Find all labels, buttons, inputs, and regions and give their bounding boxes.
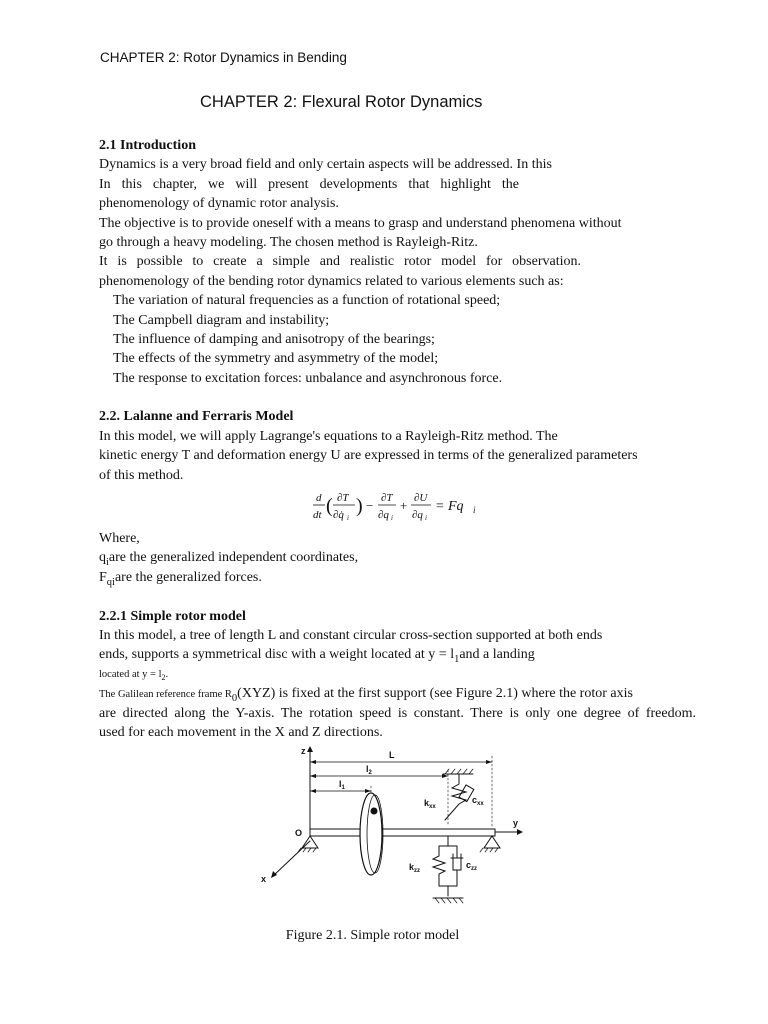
bullet-item bbox=[99, 369, 696, 388]
eq-dq2: ∂q bbox=[412, 509, 423, 522]
bullet-item bbox=[99, 330, 696, 349]
rotor-figure bbox=[99, 742, 696, 926]
definition-line: $q_iare$ the generalized independent coordinates, bbox=[99, 550, 359, 569]
eq-minus: − bbox=[366, 498, 374, 514]
label-z: z bbox=[301, 746, 306, 757]
eq-dT: ∂T bbox=[337, 492, 349, 505]
label-cxx: $c_{xx}$ bbox=[472, 795, 484, 808]
right-support bbox=[484, 836, 500, 848]
label-O: O bbox=[295, 828, 303, 839]
lagrange-equation bbox=[99, 485, 696, 529]
eq-dqdot: ∂q̇ bbox=[333, 509, 344, 522]
bullet-text: The response to excitation forces: unbalance and asynchronous force. bbox=[113, 370, 503, 386]
label-y: y bbox=[513, 818, 519, 829]
bullet-item bbox=[99, 291, 696, 310]
paragraph-line: go through a heavy modeling. The chosen method is Rayleigh-Ritz. bbox=[99, 234, 478, 250]
section-heading-simple-rotor: 2.2.1 Simple rotor model bbox=[99, 608, 246, 624]
paragraph-line: are directed along the Y-axis. The rotation speed is constant. There is only one degree of freedom. bbox=[99, 705, 696, 721]
label-x: x bbox=[261, 874, 267, 885]
bullet-text: The variation of natural frequencies as a function of rotational speed; bbox=[113, 293, 501, 309]
paragraph-line: In this chapter, we will present developments that highlight the bbox=[99, 176, 519, 192]
paragraph-line: kinetic energy T and deformation energy U are expressed in terms of the generalized parameters bbox=[99, 448, 638, 464]
label-kxx: $k_{xx}$ bbox=[424, 798, 436, 811]
eq-dt: dt bbox=[313, 509, 322, 522]
eq-sub: i bbox=[347, 514, 349, 523]
eq-dT2: ∂T bbox=[381, 492, 393, 505]
label-l1: $l_1$ bbox=[339, 779, 345, 792]
rotor-shaft bbox=[310, 829, 495, 836]
running-header: CHAPTER 2: Rotor Dynamics in Bending bbox=[100, 50, 347, 65]
eq-sub: i bbox=[473, 505, 476, 516]
unbalance-mass bbox=[371, 808, 378, 815]
paragraph-line: ends, supports a symmetrical disc with a weight located at $y = l_1and$ a landing bbox=[99, 647, 535, 666]
eq-sub: i bbox=[425, 514, 427, 523]
paragraph-line: located at $y = l_2$. bbox=[99, 668, 169, 682]
eq-d: d bbox=[316, 492, 322, 505]
where-label: Where, bbox=[99, 531, 140, 547]
bullet-item bbox=[99, 311, 696, 330]
svg-text:(: ( bbox=[326, 495, 333, 518]
paragraph-line: The Galilean reference frame $R_0(XYZ)$ is fixed at the first support (see Figure 2.1) where the rotor axis bbox=[99, 686, 633, 704]
eq-dq: ∂q bbox=[378, 509, 389, 522]
paragraph-line: of this method. bbox=[99, 467, 184, 483]
paragraph-line: In this model, we will apply Lagrange's equations to a Rayleigh-Ritz method. The bbox=[99, 428, 558, 444]
paragraph-line: The objective is to provide oneself with a means to grasp and understand phenomena without bbox=[99, 215, 622, 231]
section-heading-model: 2.2. Lalanne and Ferraris Model bbox=[99, 409, 294, 425]
document-body bbox=[99, 136, 696, 946]
paragraph-line: In this model, a tree of length L and constant circular cross-section supported at both ends bbox=[99, 627, 603, 643]
label-czz: $c_{zz}$ bbox=[466, 860, 478, 873]
figure-caption: Figure 2.1. Simple rotor model bbox=[285, 928, 460, 944]
rotor-disc bbox=[360, 793, 382, 875]
eq-plus: + bbox=[400, 498, 408, 514]
x-axis bbox=[273, 841, 310, 876]
chapter-title: CHAPTER 2: Flexural Rotor Dynamics bbox=[200, 93, 483, 111]
paragraph-line: phenomenology of the bending rotor dynamics related to various elements such as: bbox=[99, 273, 564, 289]
svg-text:): ) bbox=[356, 495, 363, 518]
label-L: L bbox=[389, 750, 395, 761]
label-kzz: $k_{zz}$ bbox=[409, 862, 421, 875]
paragraph-line: It is possible to create a simple and realistic rotor model for observation. bbox=[99, 254, 581, 270]
section-heading-introduction: 2.1 Introduction bbox=[99, 138, 196, 153]
eq-sub: i bbox=[391, 514, 393, 523]
bullet-item bbox=[99, 349, 696, 368]
definition-line: $F_{qi}are$ the generalized forces. bbox=[99, 569, 262, 588]
paragraph-line: phenomenology of dynamic rotor analysis. bbox=[99, 196, 339, 212]
paragraph-line: Dynamics is a very broad field and only certain aspects will be addressed. In this bbox=[99, 157, 552, 173]
eq-equals: = Fq bbox=[435, 499, 464, 515]
bullet-text: The effects of the symmetry and asymmetry of the model; bbox=[113, 351, 439, 367]
bullet-text: The influence of damping and anisotropy of the bearings; bbox=[113, 331, 435, 347]
paragraph-line: used for each movement in the X and Z directions. bbox=[99, 724, 383, 740]
label-l2: $l_2$ bbox=[366, 764, 372, 777]
eq-dU: ∂U bbox=[414, 492, 428, 505]
bullet-text: The Campbell diagram and instability; bbox=[113, 312, 330, 328]
